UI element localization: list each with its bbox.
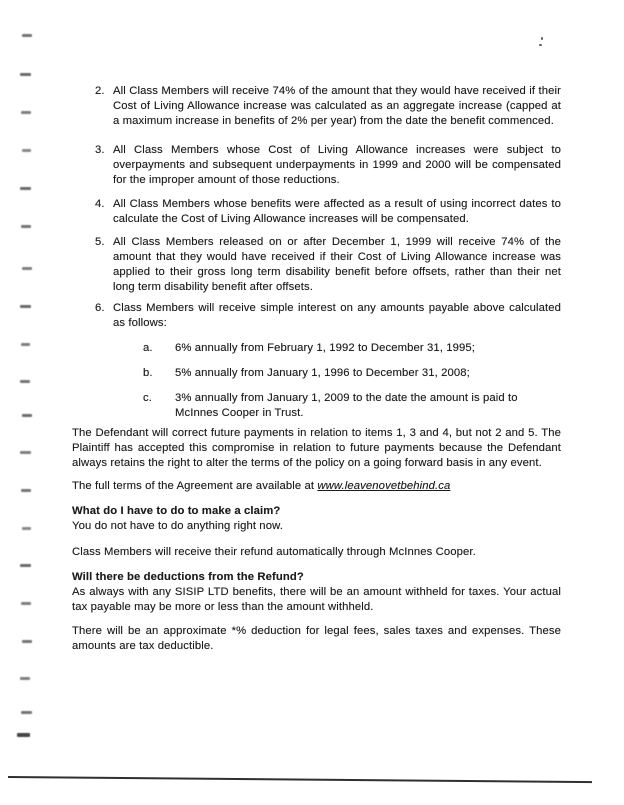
item-letter: c. bbox=[143, 392, 152, 404]
scan-artifact-dash bbox=[21, 602, 31, 605]
scan-artifact-dash bbox=[20, 380, 30, 383]
interest-item-b bbox=[72, 366, 561, 381]
scan-artifact-dash bbox=[21, 489, 31, 492]
full-terms-text: The full terms of the Agreement are available at bbox=[72, 480, 318, 492]
scan-artifact-dash bbox=[21, 225, 31, 228]
fees-note-paragraph: There will be an approximate *% deduction for legal fees, sales taxes and expenses. These amounts are tax deductible. bbox=[72, 625, 561, 652]
scan-artifact-dash bbox=[22, 640, 32, 643]
deductions-section bbox=[72, 570, 561, 615]
item-letter: b. bbox=[143, 367, 153, 379]
interest-item-a bbox=[72, 341, 561, 356]
scan-artifact-dash bbox=[22, 527, 31, 530]
scan-artifact-dash bbox=[20, 187, 31, 190]
item-text: Class Members will receive simple interest on any amounts payable above calculated as follows: bbox=[113, 302, 561, 329]
scan-artifact-dash bbox=[21, 343, 30, 346]
numbered-item-2 bbox=[72, 84, 561, 129]
item-number: 3. bbox=[95, 144, 105, 156]
deductions-section-body: As always with any SISIP LTD benefits, there will be an amount withheld for taxes. Your actual tax payable may be more or less than the amount withheld. bbox=[72, 586, 561, 613]
scan-artifact-dash bbox=[20, 451, 31, 454]
numbered-item-6 bbox=[72, 301, 561, 331]
claim-section bbox=[72, 504, 561, 534]
item-number: 2. bbox=[95, 85, 105, 97]
scan-artifact-speck bbox=[541, 37, 543, 40]
scan-artifact-dash bbox=[21, 711, 32, 714]
item-text: 3% annually from January 1, 2009 to the date the amount is paid to McInnes Cooper in Trust. bbox=[175, 392, 518, 419]
item-letter: a. bbox=[143, 342, 153, 354]
scan-artifact-dash bbox=[20, 73, 31, 76]
item-text: All Class Members released on or after December 1, 1999 will receive 74% of the amount that they would have received if their Cost of Living Allowance increase was applied to their gross long term disability benefit before offsets, rather than their net long term disability benefit after offsets. bbox=[113, 236, 561, 293]
scan-artifact-dash bbox=[17, 733, 30, 737]
item-number: 6. bbox=[95, 302, 105, 314]
item-text: All Class Members whose Cost of Living Allowance increases were subject to overpayments and subsequent underpayments in 1999 and 2000 will be compensated for the improper amount of those reductions. bbox=[113, 144, 561, 186]
document-body bbox=[72, 84, 561, 654]
defendant-correction-paragraph: The Defendant will correct future payments in relation to items 1, 3 and 4, but not 2 and 5. The Plaintiff has accepted this compromise in relation to future payments because the Defendant always retains the right to alter the terms of the policy on a going forward basis in any event. bbox=[72, 427, 561, 469]
claim-section-heading: What do I have to do to make a claim? bbox=[72, 505, 281, 517]
scan-page-edge-line bbox=[8, 776, 592, 783]
numbered-item-5 bbox=[72, 235, 561, 295]
numbered-item-4 bbox=[72, 197, 561, 227]
item-text: All Class Members whose benefits were affected as a result of using incorrect dates to calculate the Cost of Living Allowance increases will be compensated. bbox=[113, 198, 561, 225]
scan-artifact-dash bbox=[21, 111, 31, 114]
item-text: All Class Members will receive 74% of the amount that they would have received if their Cost of Living Allowance increase was calculated as an aggregate increase (capped at a maximum increase in benefits of 2% per year) from the date the benefit commenced. bbox=[113, 85, 561, 127]
full-terms-link[interactable]: www.leavenovetbehind.ca bbox=[317, 480, 451, 492]
scan-artifact-dash bbox=[20, 305, 31, 308]
item-number: 5. bbox=[95, 236, 105, 248]
scan-artifact-dash bbox=[22, 414, 32, 417]
scan-artifact-dash bbox=[22, 267, 32, 270]
claim-section-body: You do not have to do anything right now. bbox=[72, 520, 283, 532]
item-text: 6% annually from February 1, 1992 to December 31, 1995; bbox=[175, 342, 476, 354]
scan-artifact-speck bbox=[539, 44, 542, 46]
full-terms-paragraph bbox=[72, 479, 561, 494]
scan-artifact-dash bbox=[20, 564, 31, 567]
item-number: 4. bbox=[95, 198, 105, 210]
scan-artifact-dash bbox=[22, 34, 32, 37]
scan-artifact-dash bbox=[22, 149, 31, 152]
item-text: 5% annually from January 1, 1996 to December 31, 2008; bbox=[175, 367, 470, 379]
refund-delivery-paragraph: Class Members will receive their refund automatically through McInnes Cooper. bbox=[72, 546, 476, 558]
interest-item-c bbox=[72, 391, 561, 421]
deductions-section-heading: Will there be deductions from the Refund? bbox=[72, 571, 304, 583]
scan-artifact-dash bbox=[20, 677, 30, 680]
numbered-item-3 bbox=[72, 143, 561, 188]
